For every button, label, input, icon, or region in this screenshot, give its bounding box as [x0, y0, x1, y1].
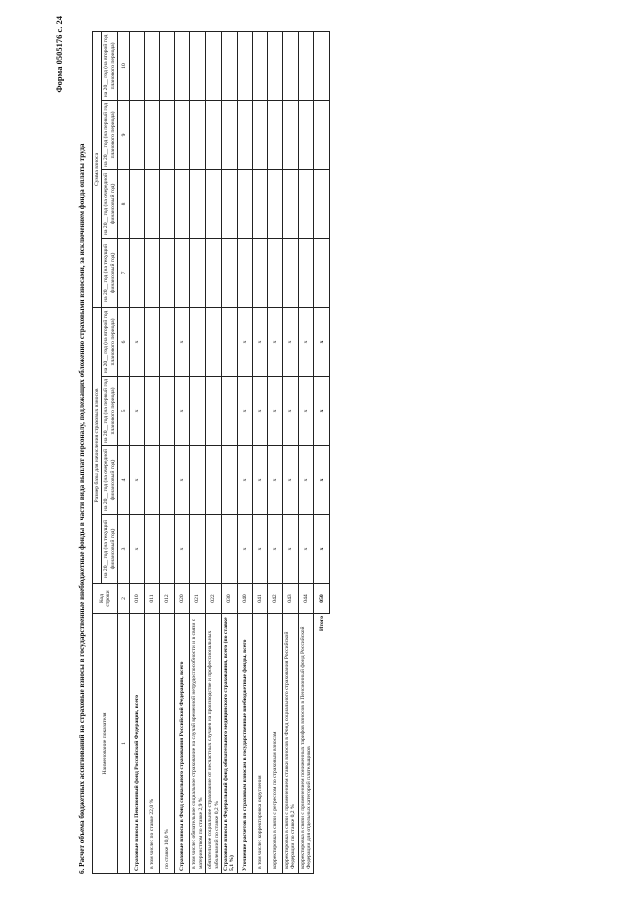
total-cell: x	[314, 307, 330, 376]
data-cell: x	[130, 515, 145, 584]
data-cell	[206, 377, 222, 446]
data-cell	[267, 31, 282, 100]
data-cell	[190, 169, 206, 238]
header-year: на 20__ год (на текущий финансовый год)	[102, 238, 118, 307]
data-cell	[160, 446, 175, 515]
total-cell: x	[314, 377, 330, 446]
col-number: 9	[118, 100, 130, 169]
data-cell	[206, 446, 222, 515]
table-row	[221, 31, 237, 873]
data-cell	[221, 31, 237, 100]
data-cell	[160, 307, 175, 376]
data-cell	[190, 31, 206, 100]
header-name: Наименование показателя	[93, 614, 118, 874]
data-cell	[145, 169, 160, 238]
table-row	[252, 31, 267, 873]
data-cell: x	[298, 515, 314, 584]
form-number: Форма 0505176 с. 24	[54, 16, 64, 93]
table-row	[175, 31, 190, 873]
data-cell	[206, 169, 222, 238]
row-code: 030	[221, 584, 237, 614]
data-cell	[252, 238, 267, 307]
data-cell	[190, 307, 206, 376]
col-number: 3	[118, 515, 130, 584]
row-code: 020	[175, 584, 190, 614]
table-row	[206, 31, 222, 873]
row-name: корректировка в связи с применением ставки взносов в Фонд социального страхования Российской Федерации по ставке 0,2 %	[282, 614, 298, 874]
row-code: 011	[145, 584, 160, 614]
data-cell	[282, 100, 298, 169]
data-cell	[282, 169, 298, 238]
data-cell	[237, 100, 252, 169]
data-cell	[145, 446, 160, 515]
data-cell	[145, 307, 160, 376]
data-cell	[130, 169, 145, 238]
data-cell	[282, 238, 298, 307]
data-cell: x	[282, 446, 298, 515]
data-cell	[190, 515, 206, 584]
col-number: 10	[118, 31, 130, 100]
header-year: на 20__ год (на очередной финансовый год)	[102, 446, 118, 515]
data-cell: x	[267, 515, 282, 584]
row-name: Уточнение расчетов по страховым взносам в государственные внебюджетные фонды, всего	[237, 614, 252, 874]
col-number: 4	[118, 446, 130, 515]
data-cell	[298, 31, 314, 100]
data-cell	[237, 238, 252, 307]
col-number: 2	[118, 584, 130, 614]
data-cell: x	[175, 377, 190, 446]
data-cell	[298, 169, 314, 238]
total-cell: x	[314, 515, 330, 584]
data-cell	[206, 31, 222, 100]
data-cell	[190, 446, 206, 515]
data-cell	[175, 169, 190, 238]
table-row	[267, 31, 282, 873]
data-cell: x	[298, 307, 314, 376]
data-cell	[298, 238, 314, 307]
data-cell	[252, 100, 267, 169]
data-cell: x	[282, 307, 298, 376]
data-cell: x	[130, 446, 145, 515]
calculation-table	[92, 31, 330, 874]
total-cell	[314, 238, 330, 307]
data-cell: x	[237, 446, 252, 515]
data-cell: x	[267, 307, 282, 376]
data-cell: x	[237, 377, 252, 446]
data-cell: x	[175, 515, 190, 584]
data-cell	[206, 100, 222, 169]
data-cell	[130, 100, 145, 169]
col-number: 7	[118, 238, 130, 307]
row-code: 012	[160, 584, 175, 614]
data-cell: x	[282, 515, 298, 584]
data-cell	[221, 169, 237, 238]
data-cell: x	[252, 377, 267, 446]
data-cell	[145, 377, 160, 446]
data-cell	[252, 169, 267, 238]
table-row	[190, 31, 206, 873]
data-cell	[190, 100, 206, 169]
total-cell	[314, 100, 330, 169]
row-name: Страховые взносы в Пенсионный фонд Российской Федерации, всего	[130, 614, 145, 874]
data-cell	[145, 238, 160, 307]
row-code: 042	[267, 584, 282, 614]
col-number: 5	[118, 377, 130, 446]
data-cell	[282, 31, 298, 100]
data-cell	[221, 307, 237, 376]
header-year: на 20__ год (на второй год планового периода)	[102, 307, 118, 376]
header-code: Код строки	[93, 584, 118, 614]
total-row	[314, 31, 330, 873]
row-name: обязательное социальное страхование от несчастных случаев на производстве и профессиональных заболеваний по ставке 0,2 %	[206, 614, 222, 874]
data-cell: x	[267, 446, 282, 515]
data-cell	[160, 100, 175, 169]
data-cell	[221, 377, 237, 446]
data-cell: x	[282, 377, 298, 446]
data-cell: x	[237, 307, 252, 376]
data-cell	[221, 238, 237, 307]
data-cell	[206, 307, 222, 376]
data-cell	[298, 100, 314, 169]
data-cell	[130, 31, 145, 100]
row-name: в том числе: по ставке 22,0 %	[145, 614, 160, 874]
data-cell	[206, 515, 222, 584]
data-cell: x	[175, 307, 190, 376]
header-year: на 20__ год (на первый год планового периода)	[102, 100, 118, 169]
data-cell	[145, 100, 160, 169]
header-year: на 20__ год (на первый год планового периода)	[102, 377, 118, 446]
col-number: 1	[118, 614, 130, 874]
data-cell	[130, 238, 145, 307]
data-cell: x	[237, 515, 252, 584]
data-cell: x	[252, 515, 267, 584]
total-code: 050	[314, 584, 330, 614]
data-cell: x	[175, 446, 190, 515]
table-row	[130, 31, 145, 873]
total-cell	[314, 169, 330, 238]
data-cell	[145, 515, 160, 584]
data-cell	[237, 31, 252, 100]
row-code: 010	[130, 584, 145, 614]
data-cell	[221, 100, 237, 169]
header-base-group: Размер базы для начисления страховых взносов	[93, 307, 102, 583]
rotated-page	[40, 12, 600, 892]
data-cell	[160, 377, 175, 446]
data-cell: x	[130, 307, 145, 376]
table-row	[298, 31, 314, 873]
header-year: на 20__ год (на текущий финансовый год)	[102, 515, 118, 584]
data-cell	[267, 238, 282, 307]
data-cell	[237, 169, 252, 238]
col-number: 6	[118, 307, 130, 376]
data-cell	[252, 31, 267, 100]
data-cell	[160, 515, 175, 584]
row-code: 041	[252, 584, 267, 614]
data-cell	[160, 238, 175, 307]
row-code: 044	[298, 584, 314, 614]
data-cell: x	[298, 377, 314, 446]
row-name: по ставке 10,0 %	[160, 614, 175, 874]
data-cell	[190, 238, 206, 307]
header-sum-group: Сумма взноса	[93, 31, 102, 307]
row-name: корректировка в связи с регрессом по страховым взносам	[267, 614, 282, 874]
data-cell: x	[267, 377, 282, 446]
table-row	[237, 31, 252, 873]
row-name: в том числе: обязательное социальное страхование на случай временной нетрудоспособности и в связи с материнством по ставке 2,9 %	[190, 614, 206, 874]
data-cell	[267, 169, 282, 238]
data-cell	[175, 31, 190, 100]
data-cell: x	[252, 446, 267, 515]
data-cell	[221, 515, 237, 584]
total-cell: x	[314, 446, 330, 515]
header-year: на 20__ год (на второй год планового периода)	[102, 31, 118, 100]
table-row	[282, 31, 298, 873]
data-cell	[175, 100, 190, 169]
row-code: 021	[190, 584, 206, 614]
row-name: Страховые взносы в Федеральный фонд обязательного медицинского страхования, всего (по ставке 5,1 %)	[221, 614, 237, 874]
row-name: Страховые взносы в Фонд социального страхования Российской Федерации, всего	[175, 614, 190, 874]
header-year: на 20__ год (на очередной финансовый год)	[102, 169, 118, 238]
data-cell	[145, 31, 160, 100]
data-cell: x	[130, 377, 145, 446]
table-row	[160, 31, 175, 873]
data-cell	[160, 31, 175, 100]
data-cell	[160, 169, 175, 238]
total-label: Итого	[314, 614, 330, 874]
data-cell: x	[298, 446, 314, 515]
table-row	[145, 31, 160, 873]
row-code: 022	[206, 584, 222, 614]
row-name: корректировка в связи с применением пониженных тарифов взносов в Пенсионный фонд Российской Федерации для отдельных категорий плательщиков	[298, 614, 314, 874]
row-code: 040	[237, 584, 252, 614]
data-cell	[221, 446, 237, 515]
total-cell	[314, 31, 330, 100]
col-number: 8	[118, 169, 130, 238]
table-title: 6. Расчет объема бюджетных ассигнований на страховые взносы в государственные внебюджетные фонды в части вида выплат персоналу, подлежащих обложению страховыми взносами, за исключением фонда оплаты труда	[78, 143, 86, 874]
data-cell	[206, 238, 222, 307]
row-code: 043	[282, 584, 298, 614]
data-cell	[175, 238, 190, 307]
data-cell: x	[252, 307, 267, 376]
row-name: в том числе: корректировка округления	[252, 614, 267, 874]
data-cell	[190, 377, 206, 446]
data-cell	[267, 100, 282, 169]
